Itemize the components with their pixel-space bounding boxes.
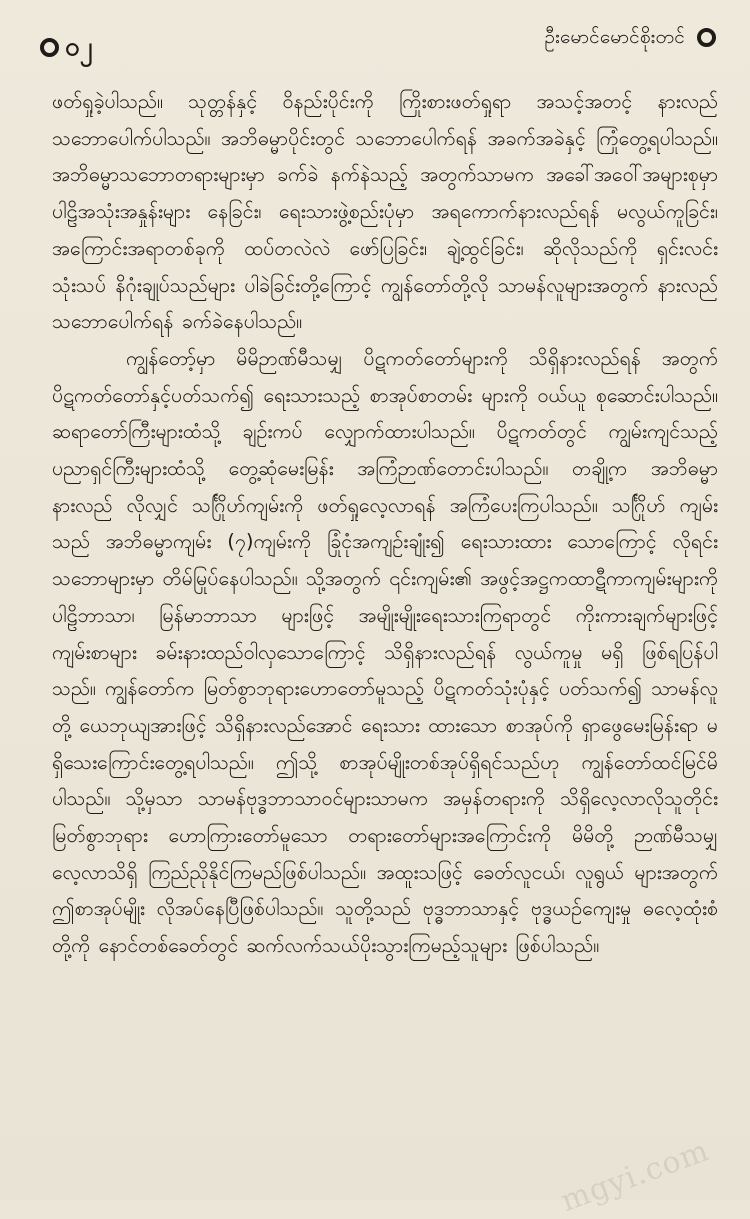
paragraph: ဖတ်ရှုခဲ့ပါသည်။ သုတ္တန်နှင့် ဝိနည်းပိုင်းကို ကြိုးစားဖတ်ရှုရာ အသင့်အတင့် နားလည် သဘောပေါက်ပါသည်။ အဘိဓမ္မာပိုင်းတွင် သဘောပေါက်ရန် အခက်အခဲနှင့် ကြုံတွေ့ရပါသည်။ အဘိဓမ္မာသဘောတရားများမှာ ခက်ခဲ နက်နဲသည့် အတွက်သာမက အခေါ်အဝေါ်အများစုမှာ ပါဠိအသုံးအနှုန်းများ နေခြင်း၊ ရေးသားဖွဲ့စည်းပုံမှာ အရကောက်နားလည်ရန် မလွယ်ကူခြင်း၊ အကြောင်းအရာတစ်ခုကို ထပ်တလဲလဲ ဖော်ပြခြင်း၊ ချဲ့ထွင်ခြင်း၊ ဆိုလိုသည်ကို ရှင်းလင်း သုံးသပ် နိဂုံးချုပ်သည်များ ပါခဲခြင်းတို့ကြောင့် ကျွန်တော်တို့လို သာမန်လူများအတွက် နားလည်သဘောပေါက်ရန် ခက်ခဲနေပါသည်။ [52,90,718,334]
page-body [52,84,718,965]
watermark: mgyi.com [556,1133,714,1219]
header-right [544,28,716,47]
header-left [40,34,92,60]
running-title: ဦးမောင်မောင်စိုးတင် [544,26,685,48]
paragraph: ကျွန်တော့်မှာ မိမိဉာဏ်မီသမျှ ပိဋကတ်တော်များကို သိရှိနားလည်ရန် အတွက် ပိဋကတ်တော်နှင့်ပတ်သက်၍ ရေးသားသည့် စာအုပ်စာတမ်း များကို ဝယ်ယူ စုဆောင်းပါသည်။ ဆရာတော်ကြီးများထံသို့ ချဉ်းကပ် လျှောက်ထားပါသည်။ ပိဋကတ်တွင် ကျွမ်းကျင်သည့် ပညာရှင်ကြီးများထံသို့ တွေ့ဆုံမေးမြန်း အကြံဉာဏ်တောင်းပါသည်။ တချို့က အဘိဓမ္မာ နားလည် လိုလျှင် သင်္ဂြိုဟ်ကျမ်းကို ဖတ်ရှုလေ့လာရန် အကြံပေးကြပါသည်။ သင်္ဂြိုဟ် ကျမ်းသည် အဘိဓမ္မာကျမ်း (၇)ကျမ်းကို ခြုံငုံအကျဉ်းချုံး၍ ရေးသားထား သောကြောင့် လိုရင်းသဘောများမှာ တိမ်မြုပ်နေပါသည်။ သို့အတွက် ၎င်းကျမ်း၏ အဖွင့်အဋ္ဌကထာဋီကာကျမ်းများကို ပါဠိဘာသာ၊ မြန်မာဘာသာ များဖြင့် အမျိုးမျိုးရေးသားကြရာတွင် ကိုးကားချက်များဖြင့် ကျမ်းစာများ ခမ်းနားထည်ဝါလှသောကြောင့် သိရှိနားလည်ရန် လွယ်ကူမှု မရှိ ဖြစ်ရပြန်ပါ သည်။ ကျွန်တော်က မြတ်စွာဘုရားဟောတော်မူသည့် ပိဋကတ်သုံးပုံနှင့် ပတ်သက်၍ သာမန်လူတို့ ယေဘုယျအားဖြင့် သိရှိနားလည်အောင် ရေးသား ထားသော စာအုပ်ကို ရှာဖွေမေးမြန်းရာ မရှိသေးကြောင်းတွေ့ရပါသည်။ ဤသို့ စာအုပ်မျိုးတစ်အုပ်ရှိရင်သည်ဟု ကျွန်တော်ထင်မြင်မိပါသည်။ သို့မှသာ သာမန်ဗုဒ္ဓဘာသာဝင်များသာမက အမှန်တရားကို သိရှိလေ့လာလိုသူတိုင်း မြတ်စွာဘုရား ဟောကြားတော်မူသော တရားတော်များအကြောင်းကို မိမိတို့ ဉာဏ်မီသမျှ လေ့လာသိရှိ ကြည်ညိုနိုင်ကြမည်ဖြစ်ပါသည်။ အထူးသဖြင့် ခေတ်လူငယ်၊ လူရွယ် များအတွက် ဤစာအုပ်မျိုး လိုအပ်နေပြီဖြစ်ပါသည်။ သူတို့သည် ဗုဒ္ဓဘာသာနှင့် ဗုဒ္ဓယဉ်ကျေးမှု ဓလေ့ထုံးစံတို့ကို နောင်တစ်ခေတ်တွင် ဆက်လက်သယ်ပိုးသွားကြမည့်သူများ ဖြစ်ပါသည်။ [52,346,718,958]
page-number: ၀၂ [65,32,93,62]
bullet-icon [697,28,716,47]
page-header [0,0,750,80]
bullet-icon [40,38,59,57]
